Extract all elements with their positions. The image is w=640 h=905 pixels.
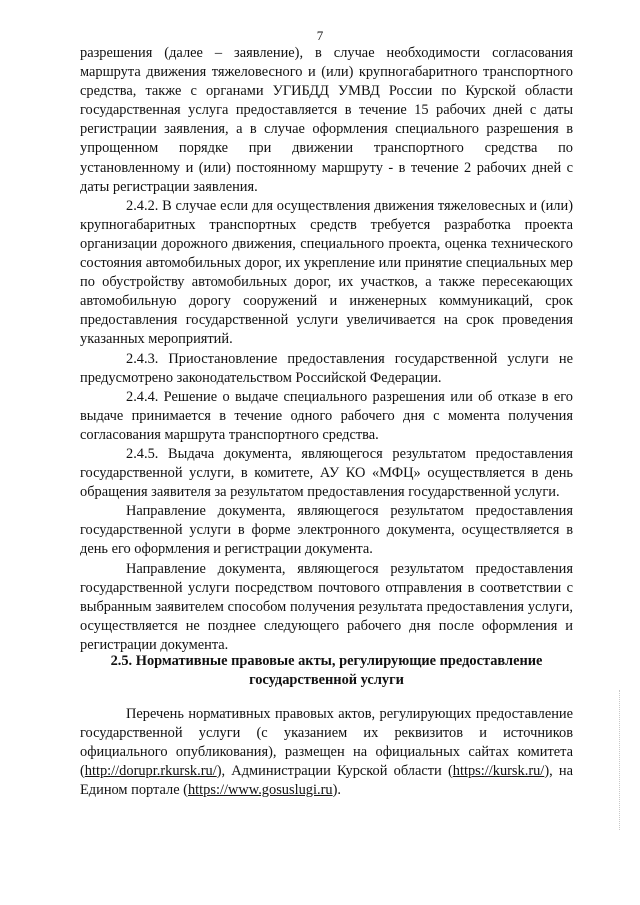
- paragraph-2-4-5: 2.4.5. Выдача документа, являющегося результатом предоставления государственной услуги, в комитете, АУ КО «МФЦ» осуществляется в день обращения заявителя за результатом предоставления государственной услуги.: [80, 445, 573, 501]
- paragraph-continuation: разрешения (далее – заявление), в случае необходимости согласования маршрута движения тяжеловесного и (или) крупногабаритного транспортного средства, также с органами УГИБДД УМВД России по Курской области государственная услуга предоставляется в течение 15 рабочих дней с даты регистрации заявления, а в случае оформления специального разрешения в упрощенном порядке при движении транспортного средства по установленному и (или) постоянному маршруту - в течение 2 рабочих дней с даты регистрации заявления.: [80, 45, 573, 195]
- section-heading-line-2: государственной услуги: [249, 672, 404, 688]
- section-paragraph: [80, 705, 573, 800]
- section-text-3: ), на Едином портале (: [80, 763, 574, 799]
- paragraph-2-4-2: 2.4.2. В случае если для осуществления движения тяжеловесных и (или) крупногабаритных транспортных средств требуется разработка проекта организации дорожного движения, специального проекта, оценка технического состояния автомобильных дорог, их укрепление или принятие специальных мер по обустройству автомобильных дорог, их участков, а также пересекающих автомобильную дорогу сооружений и инженерных коммуникаций, срок предоставления государственной услуги увеличивается на срок проведения указанных мероприятий.: [80, 197, 573, 348]
- paragraph-2-4-4: 2.4.4. Решение о выдаче специального разрешения или об отказе в его выдаче принимается в течение одного рабочего дня с момента получения согласования маршрута транспортного средства.: [80, 388, 573, 443]
- section-text-1: Перечень нормативных правовых актов, регулирующих предоставление государственной услуги (с указанием их реквизитов и источников официального опубликования), размещен на официальных сайтах комитета (: [80, 706, 573, 780]
- section-heading-line-1: 2.5. Нормативные правовые акты, регулирующие предоставление: [110, 653, 543, 669]
- section-text-end: ).: [332, 782, 341, 799]
- section-text-2: ), Администрации Курской области (: [216, 763, 453, 780]
- committee-site-link[interactable]: http://dorupr.rkursk.ru/: [84, 763, 217, 780]
- paragraph-electronic-delivery: Направление документа, являющегося результатом предоставления государственной услуги в форме электронного документа, осуществляется в день его оформления и регистрации документа.: [80, 503, 573, 558]
- paragraph-postal-delivery: Направление документа, являющегося результатом предоставления государственной услуги посредством почтового отправления в соответствии с выбранным заявителем способом получения результата предоставления услуги, осуществляется не позднее следующего рабочего дня после оформления и регистрации документа.: [80, 560, 573, 653]
- kursk-site-link[interactable]: https://kursk.ru/: [452, 763, 545, 780]
- gosuslugi-portal-link[interactable]: https://www.gosuslugi.ru: [187, 782, 333, 799]
- paragraph-2-4-3: 2.4.3. Приостановление предоставления государственной услуги не предусмотрено законодательством Российской Федерации.: [80, 350, 573, 386]
- page-number: 7: [316, 28, 324, 43]
- document-body: [80, 44, 573, 655]
- scan-margin-artifact: [616, 690, 620, 830]
- section-heading: [80, 652, 573, 690]
